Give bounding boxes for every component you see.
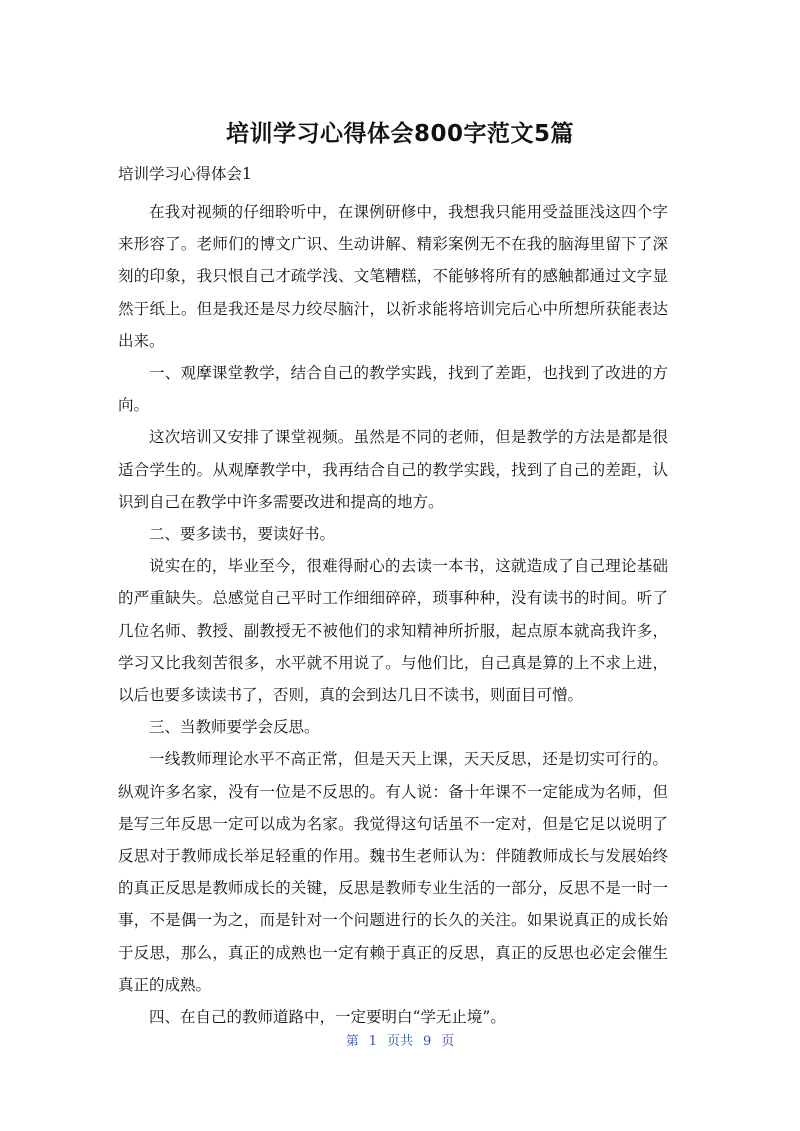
paragraph-point-2: 二、要多读书，要读好书。 bbox=[149, 525, 336, 544]
footer-current-page: 1 bbox=[368, 1034, 377, 1049]
footer-label-end: 页 bbox=[441, 1034, 455, 1049]
paragraph-point-3: 三、当教师要学会反思。 bbox=[149, 718, 320, 737]
document-title: 培训学习心得体会800字范文5篇 bbox=[225, 121, 574, 147]
paragraph-intro: 在我对视频的仔细聆听中，在课例研修中，我想我只能用受益匪浅这四个字来形容了。老师们的博文广识、生动讲解、精彩案例无不在我的脑海里留下了深刻的印象，我只恨自己才疏学浅、文笔糟糕，不能够将所有的感触都通过文字显然于纸上。但是我还是尽力绞尽脑汁，以祈求能将培训完后心中所想所获能表达出来。 bbox=[118, 203, 668, 350]
footer-label-of: 页共 bbox=[386, 1034, 413, 1049]
page-footer bbox=[0, 1033, 800, 1051]
document-body bbox=[118, 196, 668, 1033]
footer-label-page: 第 bbox=[345, 1034, 359, 1049]
paragraph-point-3-detail: 一线教师理论水平不高正常，但是天天上课，天天反思，还是切实可行的。纵观许多名家，没有一位是不反思的。有人说：备十年课不一定能成为名师，但是写三年反思一定可以成为名家。我觉得这句话虽不一定对，但是它足以说明了反思对于教师成长举足轻重的作用。魏书生老师认为：伴随教师成长与发展始终的真正反思是教师成长的关键，反思是教师专业生活的一部分，反思不是一时一事，不是偶一为之，而是针对一个问题进行的长久的关注。如果说真正的成长始于反思，那么，真正的成熟也一定有赖于真正的反思，真正的反思也必定会催生真正的成熟。 bbox=[118, 750, 668, 994]
paragraph-point-2-detail: 说实在的，毕业至今，很难得耐心的去读一本书，这就造成了自己理论基础的严重缺失。总感觉自己平时工作细细碎碎，琐事种种，没有读书的时间。听了几位名师、教授、副教授无不被他们的求知精神所折服，起点原本就高我许多，学习又比我刻苦很多，水平就不用说了。与他们比，自己真是算的上不求上进，以后也要多读读书了，否则，真的会到达几日不读书，则面目可憎。 bbox=[118, 557, 668, 705]
section-heading: 培训学习心得体会1 bbox=[118, 165, 252, 183]
paragraph-point-1-detail: 这次培训又安排了课堂视频。虽然是不同的老师，但是教学的方法是都是很适合学生的。从观摩教学中，我再结合自己的教学实践，找到了自己的差距，认识到自己在教学中许多需要改进和提高的地方。 bbox=[118, 428, 668, 511]
footer-total-pages: 9 bbox=[423, 1034, 432, 1049]
paragraph-point-1: 一、观摩课堂教学，结合自己的教学实践，找到了差距，也找到了改进的方向。 bbox=[118, 364, 668, 415]
paragraph-point-4: 四、在自己的教师道路中，一定要明白“学无止境”。 bbox=[149, 1008, 506, 1027]
